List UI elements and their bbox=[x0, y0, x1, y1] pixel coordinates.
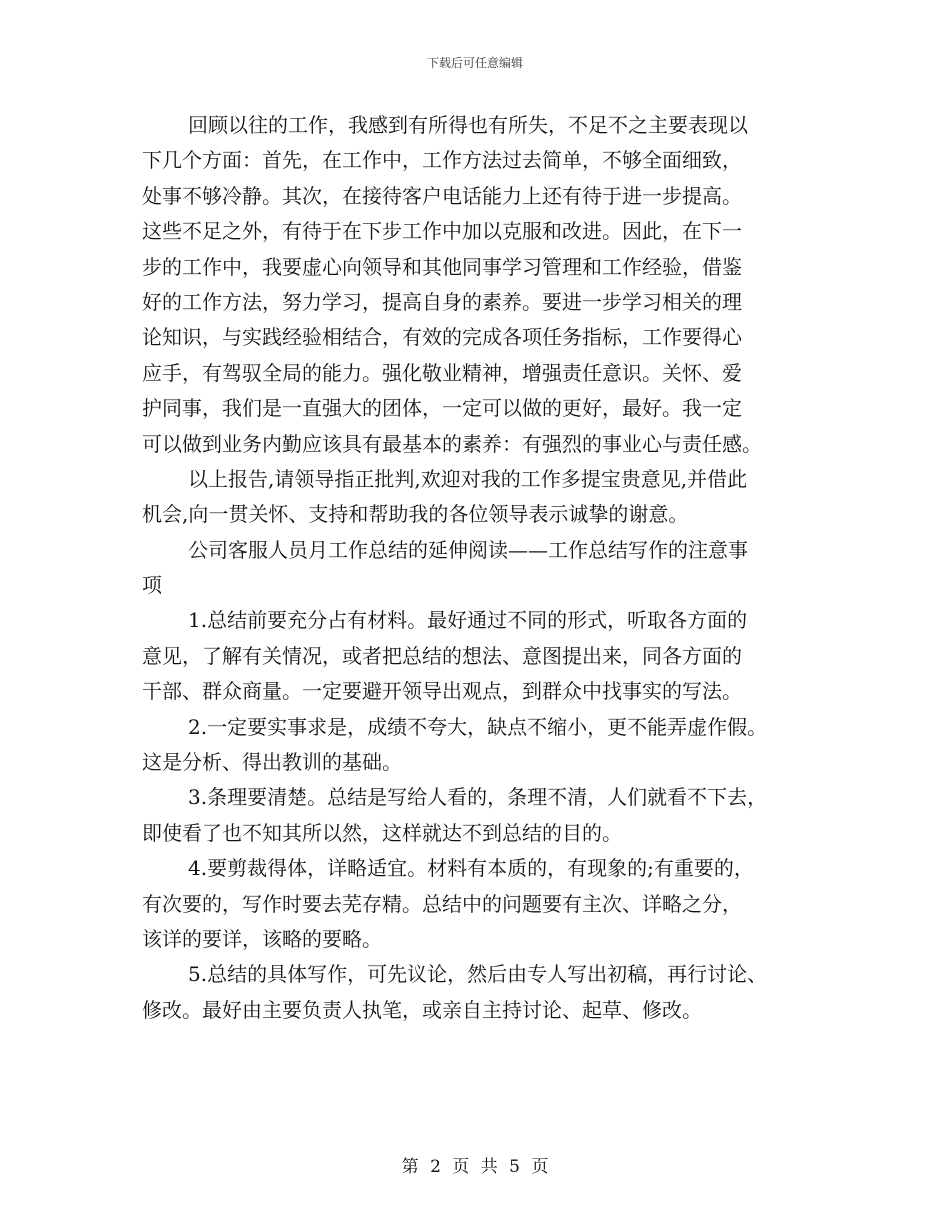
text-line: 意见，了解有关情况，或者把总结的想法、意图提出来，同各方面的 bbox=[142, 643, 742, 668]
text-line: 护同事，我们是一直强大的团体，一定可以做的更好，最好。我一定 bbox=[142, 396, 742, 421]
text-line: 2.一定要实事求是，成绩不夸大，缺点不缩小，更不能弄虚作假。 bbox=[188, 714, 768, 739]
text-line: 处事不够冷静。其次，在接待客户电话能力上还有待于进一步提高。 bbox=[142, 183, 742, 208]
text-line: 修改。最好由主要负责人执笔，或亲自主持讨论、起草、修改。 bbox=[142, 997, 702, 1022]
text-line: 下几个方面：首先，在工作中，工作方法过去简单，不够全面细致， bbox=[142, 148, 742, 173]
text-line: 可以做到业务内勤应该具有最基本的素养：有强烈的事业心与责任感。 bbox=[142, 431, 762, 456]
text-line: 4.要剪裁得体，详略适宜。材料有本质的，有现象的;有重要的， bbox=[188, 856, 754, 881]
page-header: 下载后可任意编辑 bbox=[426, 56, 523, 70]
text-line: 即使看了也不知其所以然，这样就达不到总结的目的。 bbox=[142, 820, 622, 845]
text-line: 该详的要详，该略的要略。 bbox=[142, 926, 382, 951]
text-line: 1.总结前要充分占有材料。最好通过不同的形式，听取各方面的 bbox=[188, 608, 748, 633]
text-line: 应手，有驾驭全局的能力。强化敬业精神，增强责任意识。关怀、爱 bbox=[142, 360, 742, 385]
text-line: 步的工作中，我要虚心向领导和其他同事学习管理和工作经验，借鉴 bbox=[142, 254, 742, 279]
text-line: 干部、群众商量。一定要避开领导出观点，到群众中找事实的写法。 bbox=[142, 679, 742, 704]
text-line: 这是分析、得出教训的基础。 bbox=[142, 750, 402, 775]
text-line: 这些不足之外，有待于在下步工作中加以克服和改进。因此，在下一 bbox=[142, 219, 742, 244]
text-line: 5.总结的具体写作，可先议论，然后由专人写出初稿，再行讨论、 bbox=[188, 962, 768, 987]
text-line: 3.条理要清楚。总结是写给人看的，条理不清，人们就看不下去， bbox=[188, 785, 768, 810]
text-line: 有次要的，写作时要去芜存精。总结中的问题要有主次、详略之分， bbox=[142, 891, 742, 916]
document-body bbox=[142, 108, 822, 1028]
text-line: 项 bbox=[142, 573, 162, 598]
text-line: 公司客服人员月工作总结的延伸阅读——工作总结写作的注意事 bbox=[188, 537, 748, 562]
page-footer: 第 2 页 共 5 页 bbox=[401, 1157, 549, 1177]
text-line: 回顾以往的工作，我感到有所得也有所失，不足不之主要表现以 bbox=[188, 113, 748, 137]
text-line: 机会,向一贯关怀、支持和帮助我的各位领导表示诚挚的谢意。 bbox=[142, 502, 689, 527]
text-line: 好的工作方法，努力学习，提高自身的素养。要进一步学习相关的理 bbox=[142, 289, 742, 314]
text-line: 以上报告,请领导指正批判,欢迎对我的工作多提宝贵意见,并借此 bbox=[188, 466, 748, 491]
text-line: 论知识，与实践经验相结合，有效的完成各项任务指标，工作要得心 bbox=[142, 325, 742, 350]
